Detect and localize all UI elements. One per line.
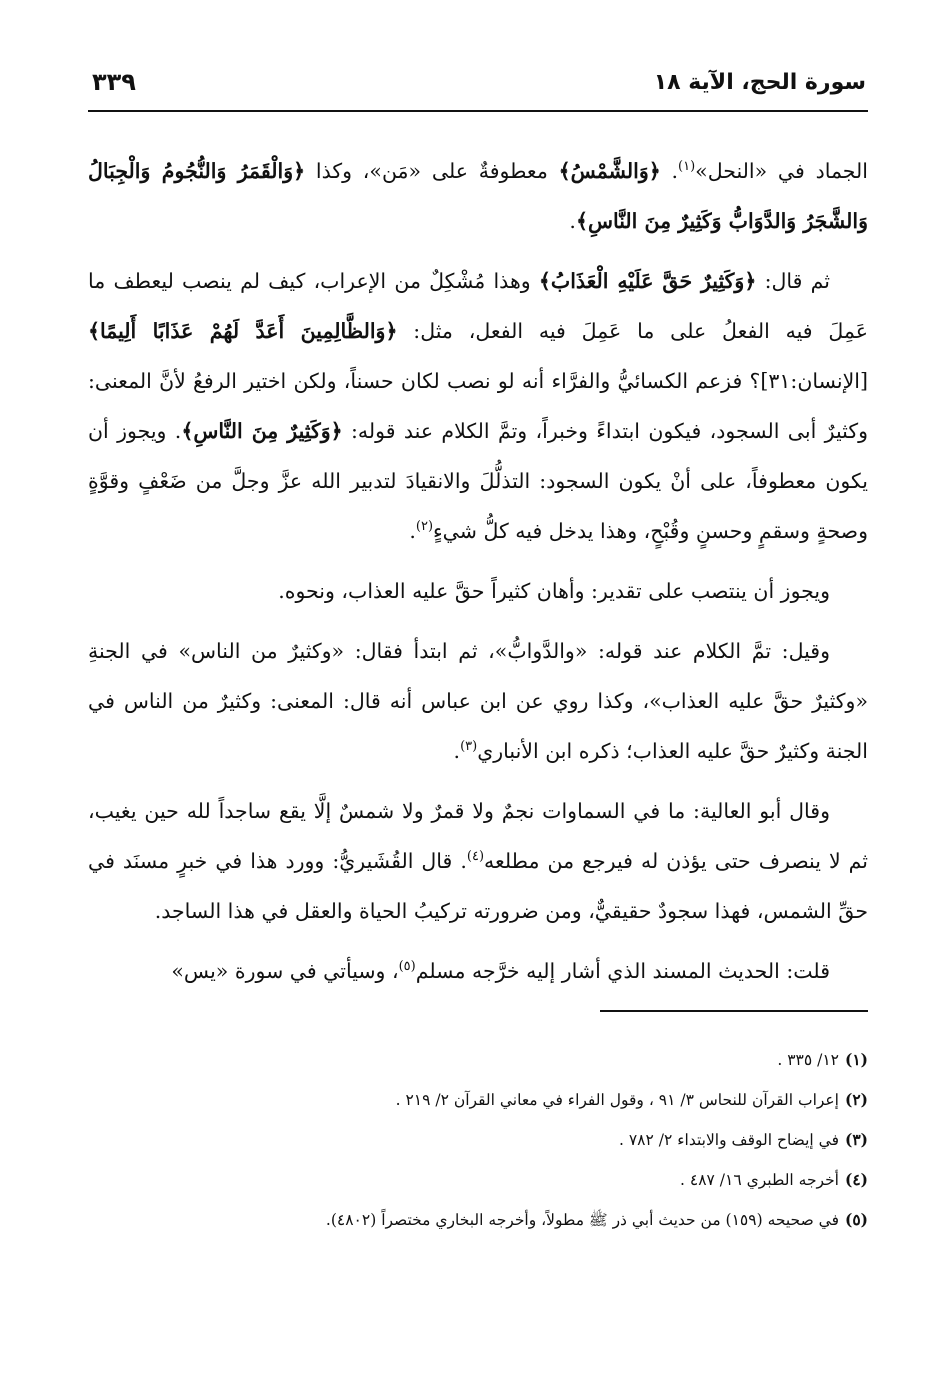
text-run: ثم قال: bbox=[756, 269, 831, 293]
footnote bbox=[88, 1160, 868, 1200]
footnote-text: في إيضاح الوقف والابتداء ٢/ ٧٨٢ . bbox=[618, 1131, 839, 1149]
footnote-number: (٢) bbox=[844, 1090, 868, 1109]
footnote-reference: (٤) bbox=[466, 849, 485, 865]
text-run: وقيل: تمَّ الكلام عند قوله: «والدَّوابُّ»، ثم ابتدأ فقال: «وكثيرٌ من الناس» في الجنةِ «وكثيرٌ حقَّ عليه العذاب»، وكذا روي عن ابن عباس أنه قال: المعنى: وكثيرٌ من الناس في الجنة وكثيرٌ حقَّ عليه العذاب؛ ذكره ابن الأنباري bbox=[88, 639, 868, 763]
footnote-number: (١) bbox=[844, 1050, 868, 1069]
footnote-separator bbox=[600, 1010, 868, 1012]
text-run: . bbox=[660, 159, 679, 183]
paragraph bbox=[88, 146, 868, 246]
footnote bbox=[88, 1200, 868, 1240]
quran-quote: ﴿وَالْقَمَرُ وَالنُّجُومُ وَالْجِبَالُ وَالشَّجَرُ وَالدَّوَابُّ وَكَثِيرٌ مِنَ النَّاسِ﴾ bbox=[88, 159, 868, 233]
paragraph bbox=[88, 256, 868, 556]
page-number: ٣٣٩ bbox=[92, 68, 136, 96]
text-run: . bbox=[569, 209, 576, 233]
text-run: . bbox=[453, 739, 461, 763]
main-text bbox=[88, 146, 868, 996]
footnote-reference: (٥) bbox=[398, 959, 416, 975]
surah-title: سورة الحج، الآية ١٨ bbox=[653, 70, 866, 95]
text-run: الجماد في «النحل» bbox=[695, 159, 868, 183]
footnote-number: (٥) bbox=[844, 1210, 868, 1229]
footnote bbox=[88, 1040, 868, 1080]
footnote-number: (٤) bbox=[844, 1170, 868, 1189]
footnote-number: (٣) bbox=[844, 1130, 868, 1149]
paragraph bbox=[88, 786, 868, 936]
footnote-text: ١٢/ ٣٣٥ . bbox=[777, 1051, 839, 1069]
footnote bbox=[88, 1080, 868, 1120]
text-run: [الإنسان:٣١]؟ فزعم الكسائيُّ والفرَّاء أنه لو نصب لكان حسناً، ولكن اختير الرفعُ لأنَّ المعنى: وكثيرٌ أبى السجود، فيكون ابتداءً وخبراً، وتمَّ الكلام عند قوله: bbox=[88, 369, 868, 443]
footnote-text: إعراب القرآن للنحاس ٣/ ٩١ ، وقول الفراء في معاني القرآن ٢/ ٢١٩ . bbox=[395, 1091, 839, 1109]
book-page bbox=[88, 62, 868, 1362]
quran-quote: ﴿وَكَثِيرٌ مِنَ النَّاسِ﴾ bbox=[181, 419, 343, 443]
text-run: وقال أبو العالية: ما في السماوات نجمٌ ولا قمرٌ ولا شمسٌ إلَّا يقع ساجداً لله حين يغيب، ثم لا ينصرف حتى يؤذن له فيرجع من مطلعه bbox=[88, 799, 868, 873]
text-run: ، وسيأتي في سورة «يس» bbox=[171, 959, 399, 983]
quran-quote: ﴿وَالشَّمْسُ﴾ bbox=[558, 159, 661, 183]
text-run: . قال القُشَيريُّ: وورد هذا في خبرٍ مسنَد في حقِّ الشمس، فهذا سجودٌ حقيقيٌّ، ومن ضرورته تركيبُ الحياة والعقل في هذا الساجد. bbox=[88, 849, 868, 923]
running-header bbox=[88, 62, 868, 112]
footnote-reference: (١) bbox=[678, 159, 696, 175]
footnote-text: في صحيحه (١٥٩) من حديث أبي ذر ﷺ مطولاً، وأخرجه البخاري مختصراً (٤٨٠٢). bbox=[325, 1211, 839, 1229]
footnote-text: أخرجه الطبري ١٦/ ٤٨٧ . bbox=[680, 1171, 839, 1189]
text-run: معطوفةٌ على «مَن»، وكذا bbox=[305, 159, 559, 183]
footnotes bbox=[88, 1040, 868, 1240]
paragraph bbox=[88, 946, 868, 996]
text-run: . bbox=[409, 519, 416, 543]
footnote-reference: (٣) bbox=[460, 739, 478, 755]
text-run: قلت: الحديث المسند الذي أشار إليه خرَّجه مسلم bbox=[415, 959, 830, 983]
footnote-reference: (٢) bbox=[415, 519, 434, 535]
paragraph bbox=[88, 626, 868, 776]
paragraph bbox=[88, 566, 868, 616]
text-run: . ويجوز أن يكون معطوفاً، على أنْ يكون السجود: التذلُّلَ والانقيادَ لتدبير الله عزَّ وجلَّ من ضَعْفٍ وقوَّةٍ وصحةٍ وسقمٍ وحسنٍ وقُبْحٍ، وهذا يدخل فيه كلُّ شيءٍ bbox=[88, 419, 868, 543]
text-run: ويجوز أن ينتصب على تقدير: وأهان كثيراً حقَّ عليه العذاب، ونحوه. bbox=[278, 579, 830, 603]
footnote bbox=[88, 1120, 868, 1160]
quran-quote: ﴿وَكَثِيرٌ حَقَّ عَلَيْهِ الْعَذَابُ﴾ bbox=[538, 269, 757, 293]
quran-quote: ﴿وَالظَّالِمِينَ أَعَدَّ لَهُمْ عَذَابًا أَلِيمًا﴾ bbox=[88, 319, 398, 343]
text-run: وهذا مُشْكِلٌ من الإعراب، كيف لم ينصب ليعطف ما عَمِلَ فيه الفعلُ على ما عَمِلَ فيه الفعل، مثل: bbox=[88, 269, 868, 343]
